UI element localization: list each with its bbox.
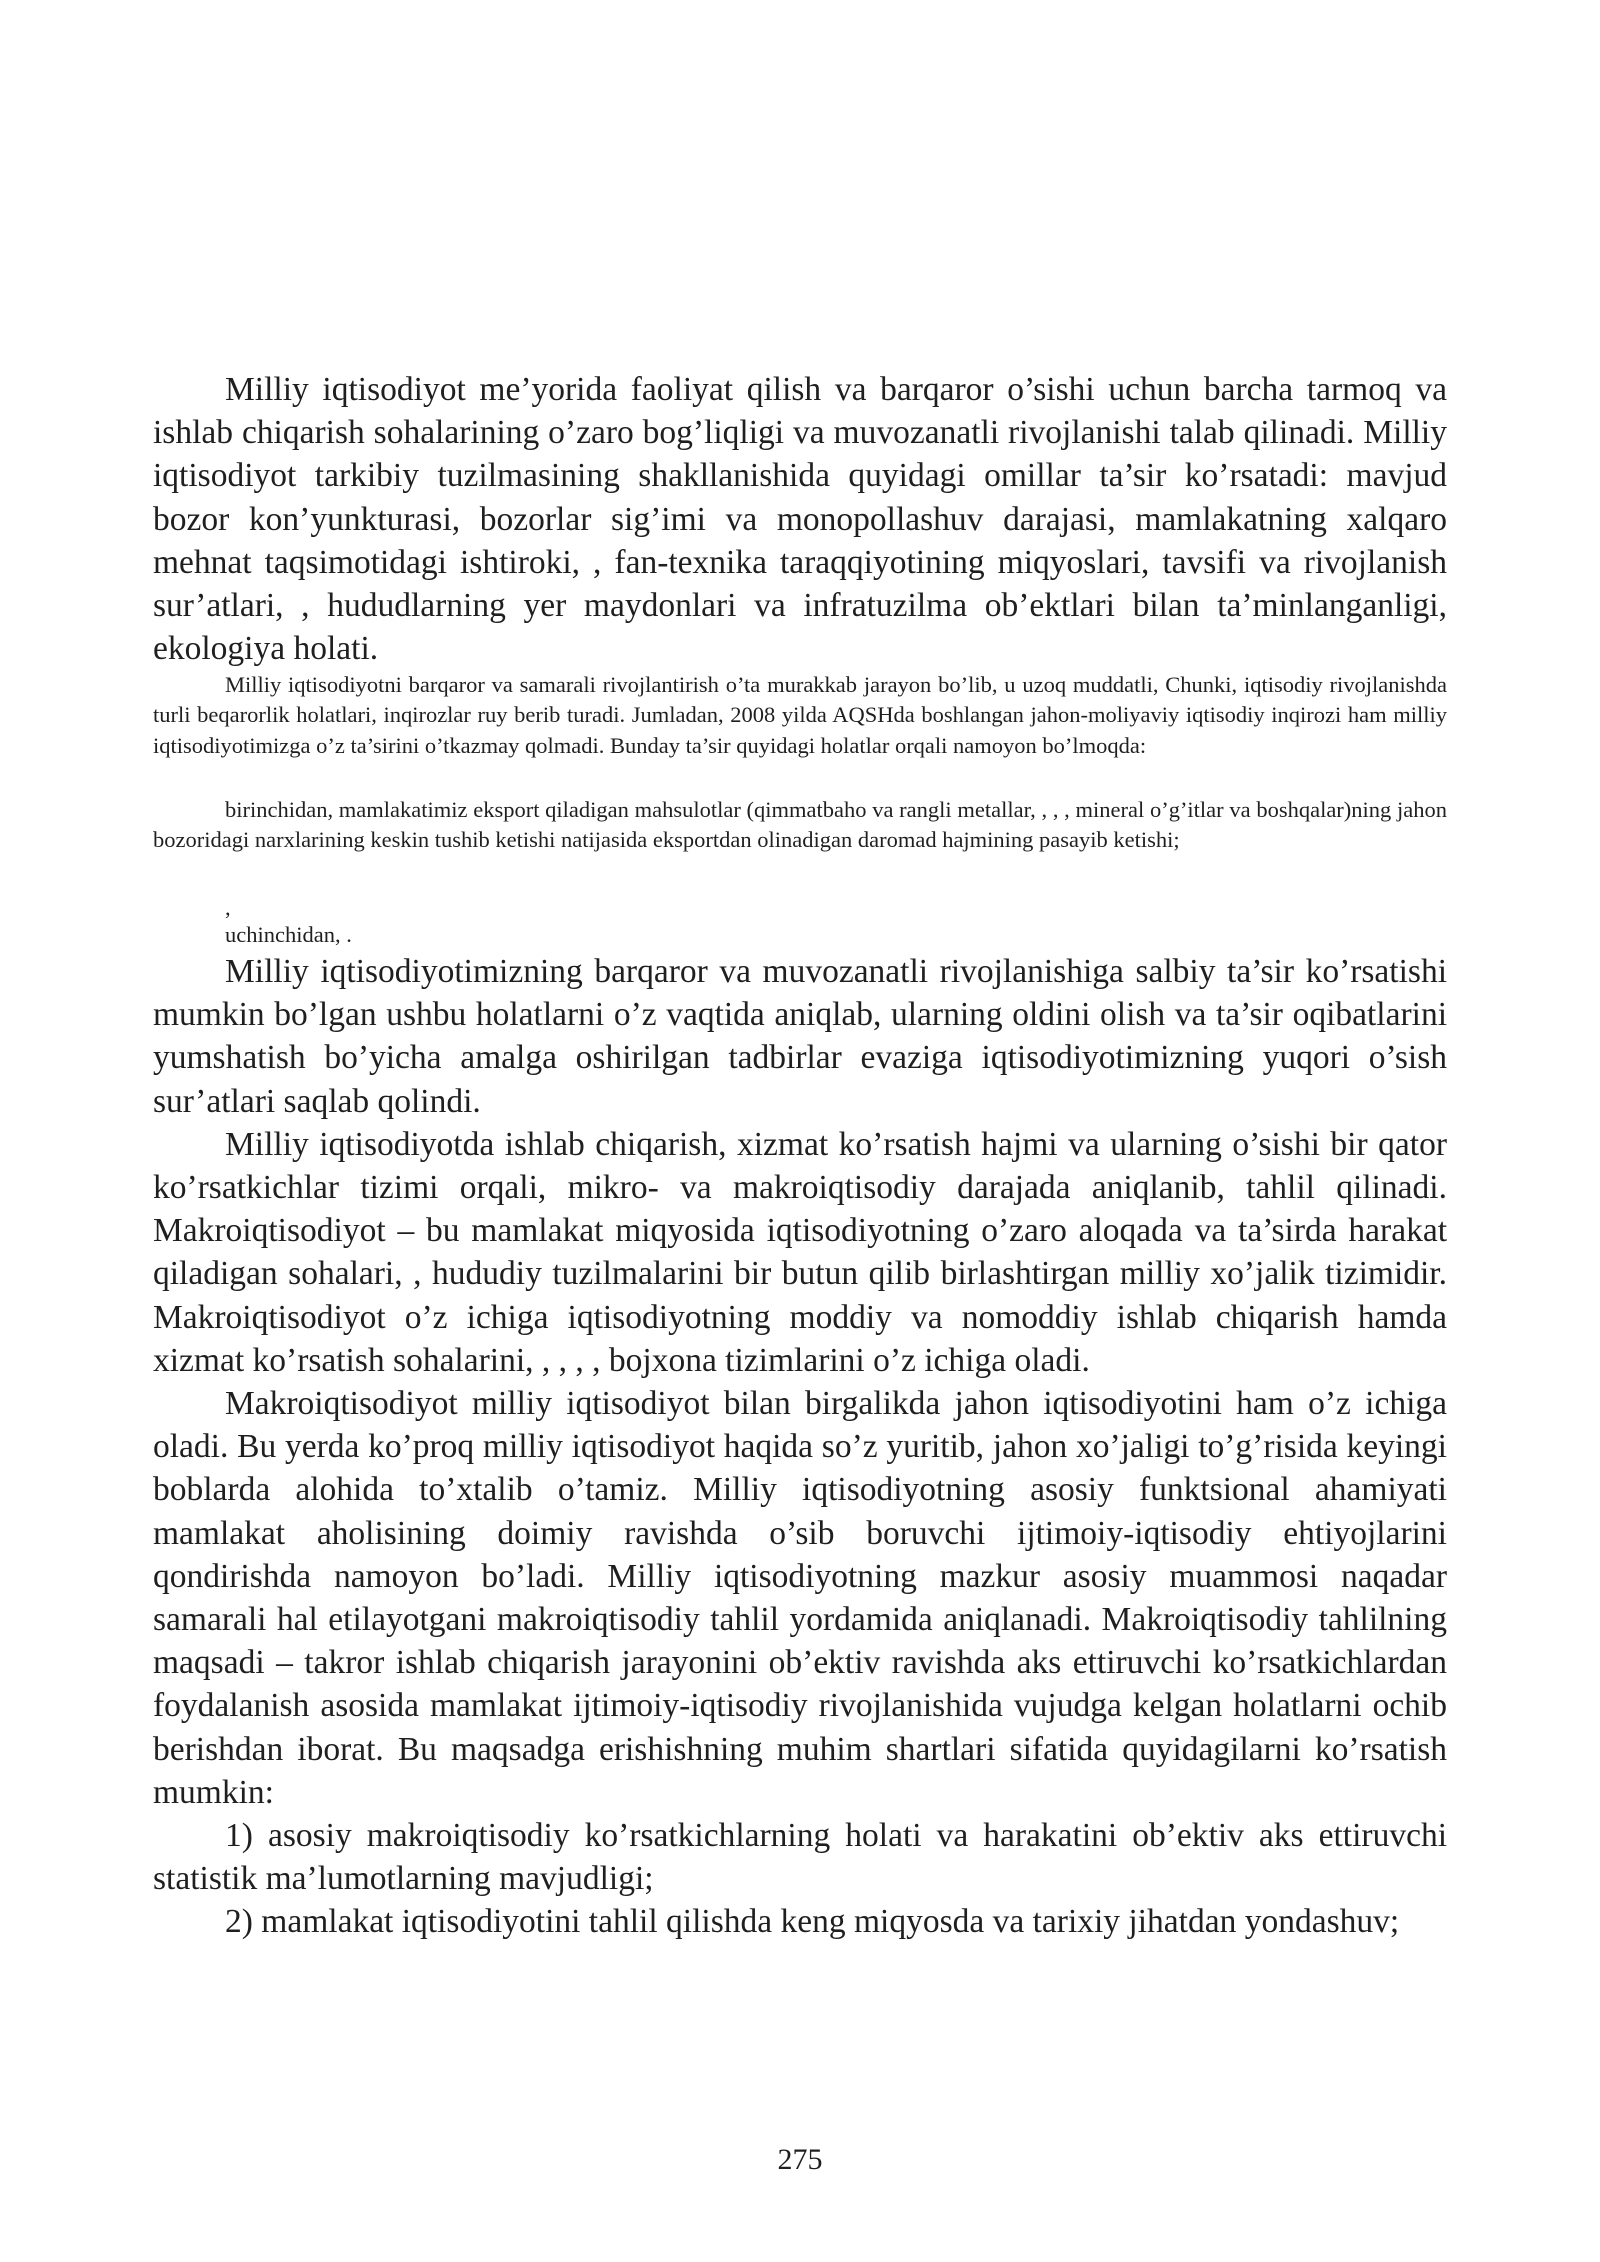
small-paragraph-block — [153, 670, 1447, 761]
main-paragraph-block — [153, 950, 1447, 1944]
list-item-uchinchidan: uchinchidan, . — [225, 922, 352, 947]
intro-paragraph-block — [153, 368, 1447, 670]
small-paragraph-block-first-item — [153, 795, 1447, 856]
numbered-item: 1) asosiy makroiqtisodiy ko’rsatkichlarning holati va harakatini ob’ektiv aks ettiruvchi statistik ma’lumotlarning mavjudligi; — [153, 1817, 1447, 1898]
body-paragraph: Milliy iqtisodiyotimizning barqaror va muvozanatli rivojlanishiga salbiy ta’sir ko’rsatishi mumkin bo’lgan ushbu holatlarni o’z vaqtida aniqlab, ularning oldini olish va ta’sir oqibatlarini yumshatish bo’yicha amalga oshirilgan tadbirlar evaziga iqtisodiyotimizning yuqori o’sish sur’atlari saqlab qolindi. — [153, 953, 1447, 1120]
page-number: 275 — [777, 2143, 823, 2176]
numbered-item: 2) mamlakat iqtisodiyotini tahlil qilishda keng miqyosda va tarixiy jihatdan yondashuv; — [225, 1903, 1400, 1941]
empty-list-item: , — [225, 895, 231, 920]
body-paragraph: Milliy iqtisodiyot me’yorida faoliyat qilish va barqaror o’sishi uchun barcha tarmoq va ishlab chiqarish sohalarining o’zaro bog’liqligi va muvozanatli rivojlanishi talab qilinadi. Milliy iqtisodiyot tarkibiy tuzilmasining shakllanishida quyidagi omillar ta’sir ko’rsatadi: mavjud bozor kon’yunkturasi, bozorlar sig’imi va monopollashuv darajasi, mamlakatning xalqaro mehnat taqsimotidagi ishtiroki, , fan-texnika taraqqiyotining miqyoslari, tavsifi va rivojlanish sur’atlari, , hududlarning yer maydonlari va infratuzilma ob’ektlari bilan ta’minlanganligi, ekologiya holati. — [153, 371, 1447, 668]
small-paragraph: Milliy iqtisodiyotni barqaror va samarali rivojlantirish o’ta murakkab jarayon bo’lib, u uzoq muddatli, Chunki, iqtisodiy rivojlanishda turli beqarorlik holatlari, inqirozlar ruy berib turadi. Jumladan, 2008 yilda AQSHda boshlangan jahon-moliyaviy iqtisodiy inqirozi ham milliy iqtisodiyotimizga o’z ta’sirini o’tkazmay qolmadi. Bunday ta’sir quyidagi holatlar orqali namoyon bo’lmoqda: — [153, 672, 1447, 758]
body-paragraph: Makroiqtisodiyot milliy iqtisodiyot bilan birgalikda jahon iqtisodiyotini ham o’z ichiga oladi. Bu yerda ko’proq milliy iqtisodiyot haqida so’z yuritib, jahon xo’jaligi to’g’risida keyingi boblarda alohida to’xtalib o’tamiz. Milliy iqtisodiyotning asosiy funktsional ahamiyati mamlakat aholisining doimiy ravishda o’sib boruvchi ijtimoiy-iqtisodiy ehtiyojlarini qondirishda namoyon bo’ladi. Milliy iqtisodiyotning mazkur asosiy muammosi naqadar samarali hal etilayotgani makroiqtisodiy tahlil yordamida aniqlanadi. Makroiqtisodiy tahlilning maqsadi – takror ishlab chiqarish jarayonini ob’ektiv ravishda aks ettiruvchi ko’rsatkichlardan foydalanish asosida mamlakat ijtimoiy-iqtisodiy rivojlanishida vujudga kelgan holatlarni ochib berishdan iborat. Bu maqsadga erishishning muhim shartlari sifatida quyidagilarni ko’rsatish mumkin: — [153, 1385, 1447, 1811]
body-paragraph: Milliy iqtisodiyotda ishlab chiqarish, xizmat ko’rsatish hajmi va ularning o’sishi bir qator ko’rsatkichlar tizimi orqali, mikro- va makroiqtisodiy darajada aniqlanib, tahlil qilinadi. Makroiqtisodiyot – bu mamlakat miqyosida iqtisodiyotning o’zaro aloqada va ta’sirda harakat qiladigan sohalari, , hududiy tuzilmalarini bir butun qilib birlashtirgan milliy xo’jalik tizimidir. Makroiqtisodiyot o’z ichiga iqtisodiyotning moddiy va nomoddiy ishlab chiqarish hamda xizmat ko’rsatish sohalarini, , , , , bojxona tizimlarini o’z ichiga oladi. — [153, 1125, 1447, 1379]
small-paragraph: birinchidan, mamlakatimiz eksport qiladigan mahsulotlar (qimmatbaho va rangli metallar, , , , mineral o’g’itlar va boshqalar)ning jahon bozoridagi narxlarining keskin tushib ketishi natijasida eksportdan olinadigan daromad hajmining pasayib ketishi; — [153, 797, 1447, 853]
